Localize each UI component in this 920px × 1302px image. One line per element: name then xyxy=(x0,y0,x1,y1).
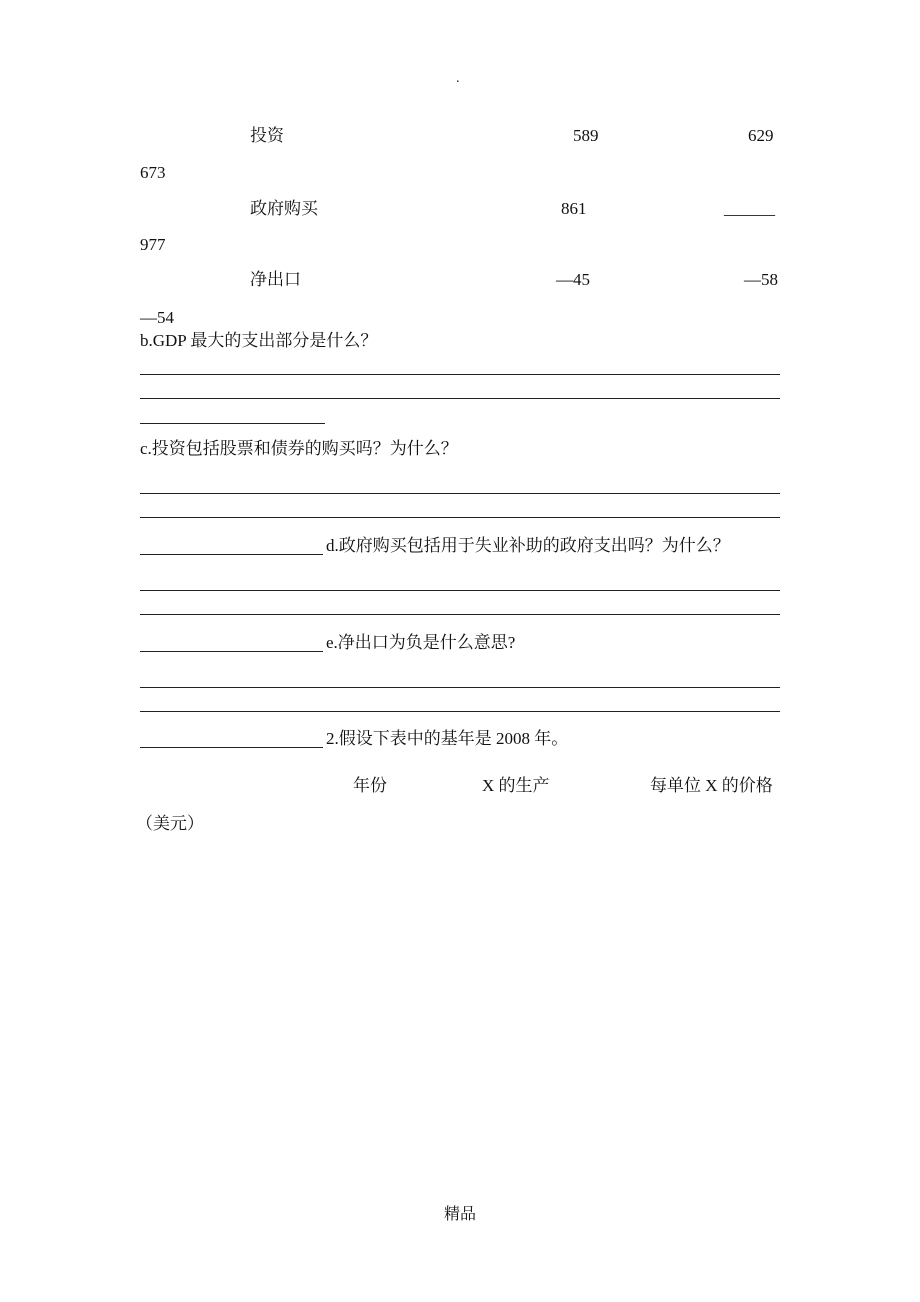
row-label-investment: 投资 xyxy=(250,126,284,145)
answer-line-d2 xyxy=(140,614,780,615)
answer-line-d3 xyxy=(140,651,323,652)
answer-line-b3 xyxy=(140,423,325,424)
table2-header-production: X 的生产 xyxy=(482,776,550,795)
answer-line-c2 xyxy=(140,517,780,518)
answer-line-e3 xyxy=(140,747,323,748)
row-investment-col3: 673 xyxy=(140,163,166,182)
row-label-net-exports: 净出口 xyxy=(250,270,301,289)
footer-text: 精品 xyxy=(444,1206,477,1223)
row-government-col2-blank: ______ xyxy=(724,199,775,218)
row-government-col1: 861 xyxy=(561,199,587,218)
question-c: c.投资包括股票和债券的购买吗？为什么？ xyxy=(140,439,458,458)
row-net-exports-col1: —45 xyxy=(556,270,590,289)
answer-line-c1 xyxy=(140,493,780,494)
answer-line-b2 xyxy=(140,398,780,399)
header-dot: . xyxy=(456,71,460,86)
answer-line-b1 xyxy=(140,374,780,375)
answer-line-d1 xyxy=(140,590,780,591)
answer-line-c3 xyxy=(140,554,323,555)
answer-line-e1 xyxy=(140,687,780,688)
table2-header-year: 年份 xyxy=(353,776,387,795)
row-net-exports-col3: —54 xyxy=(140,308,174,327)
row-investment-col1: 589 xyxy=(573,126,599,145)
question-b: b.GDP 最大的支出部分是什么？ xyxy=(140,331,378,350)
row-net-exports-col2: —58 xyxy=(744,270,778,289)
question-e: e.净出口为负是什么意思? xyxy=(326,633,516,652)
row-government-col3: 977 xyxy=(140,235,166,254)
question-d: d.政府购买包括用于失业补助的政府支出吗？为什么？ xyxy=(326,536,730,555)
table2-unit: （美元） xyxy=(136,814,204,833)
question-2: 2.假设下表中的基年是 2008 年。 xyxy=(326,729,569,748)
answer-line-e2 xyxy=(140,711,780,712)
table2-header-price: 每单位 X 的价格 xyxy=(650,776,773,795)
row-label-government-purchases: 政府购买 xyxy=(250,199,318,218)
row-investment-col2: 629 xyxy=(748,126,774,145)
